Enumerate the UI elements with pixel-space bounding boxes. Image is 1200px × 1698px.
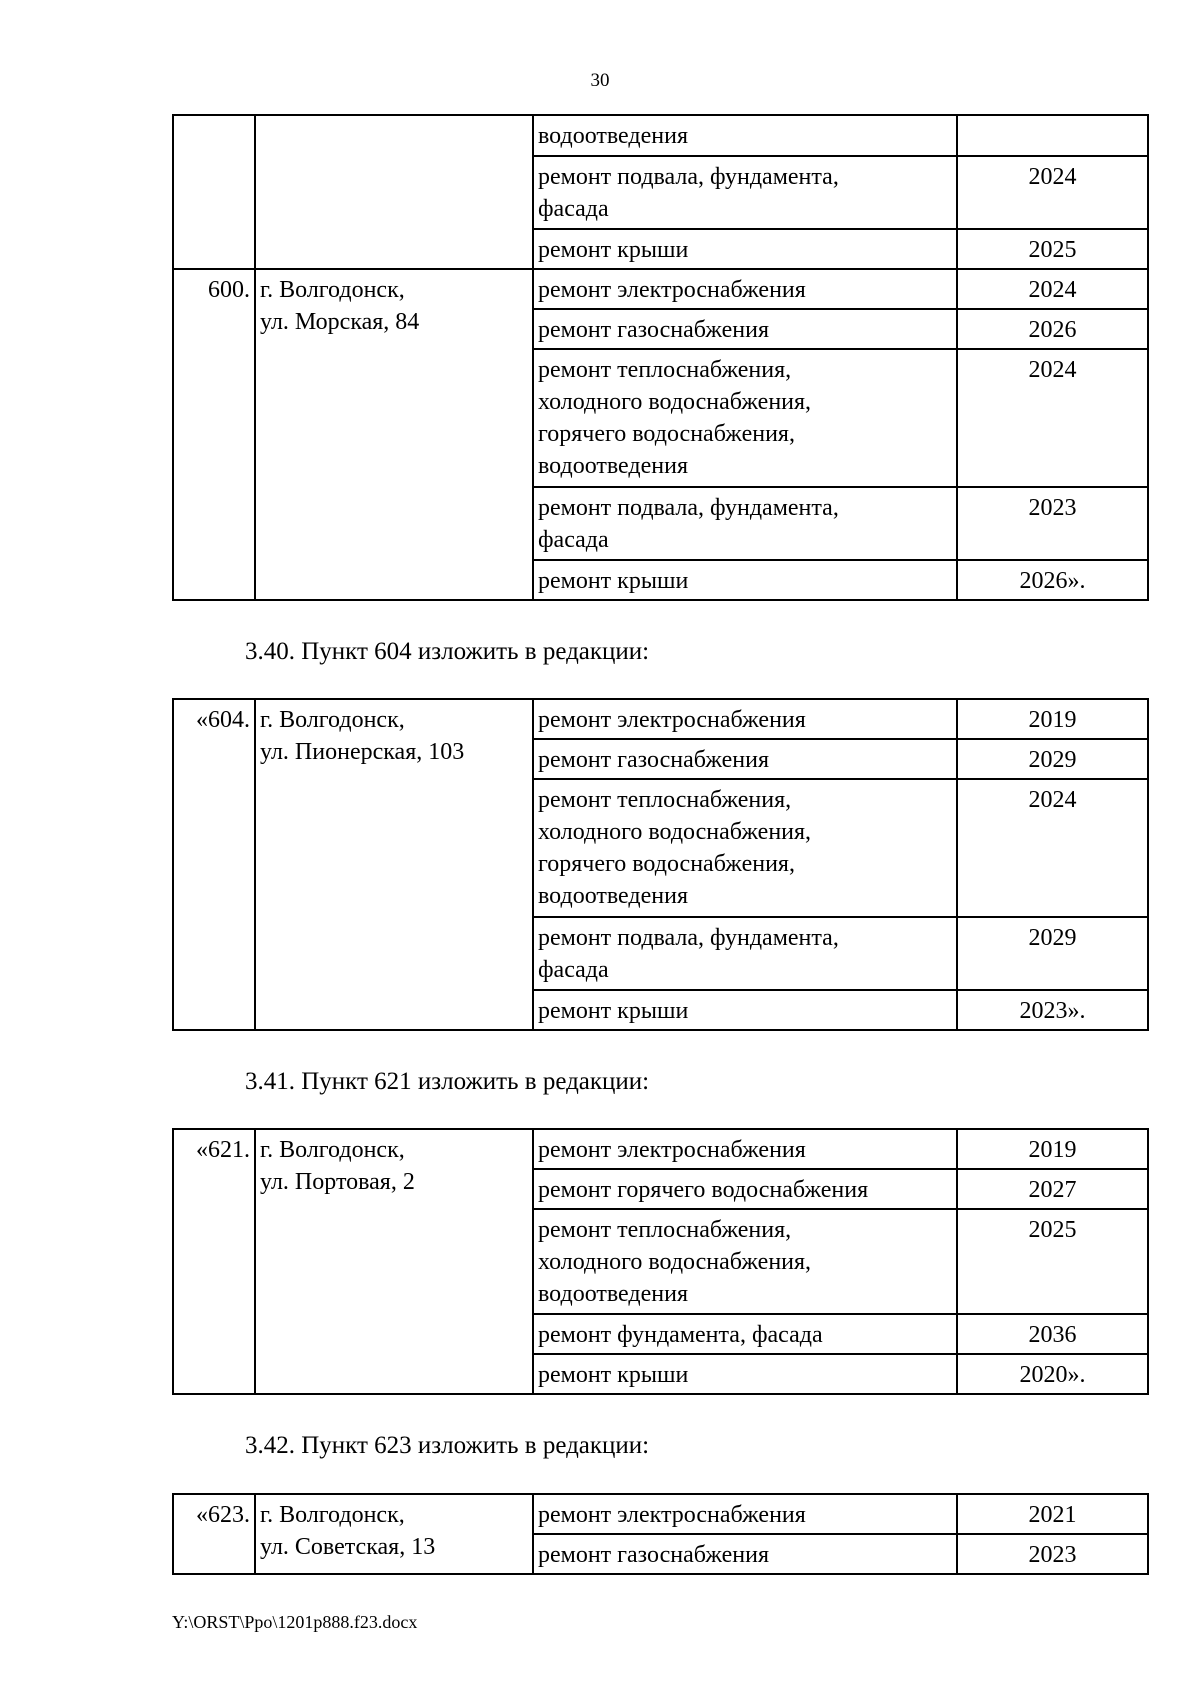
year-cell: 2027 <box>957 1169 1148 1209</box>
work-cell: ремонт теплоснабжения, холодного водоснабжения, водоотведения <box>533 1209 957 1314</box>
work-cell: ремонт теплоснабжения, холодного водоснабжения, горячего водоснабжения, водоотведения <box>533 779 957 917</box>
item-number: «604. <box>173 699 255 1030</box>
year-cell: 2024 <box>957 269 1148 309</box>
item-604-table <box>172 698 1149 1031</box>
year-cell: 2024 <box>957 156 1148 229</box>
table-row <box>173 269 1148 309</box>
address-cell <box>255 115 533 269</box>
year-cell: 2019 <box>957 699 1148 739</box>
item-address: г. Волгодонск, ул. Морская, 84 <box>255 269 533 600</box>
section-heading-3-41: 3.41. Пункт 621 изложить в редакции: <box>245 1068 650 1095</box>
work-cell: ремонт электроснабжения <box>533 699 957 739</box>
continuation-table <box>172 114 1149 270</box>
work-cell: ремонт газоснабжения <box>533 1534 957 1574</box>
work-cell: ремонт газоснабжения <box>533 739 957 779</box>
year-cell: 2023 <box>957 487 1148 560</box>
footer-file-path: Y:\ORST\Ppo\1201p888.f23.docx <box>172 1612 418 1632</box>
year-cell: 2024 <box>957 779 1148 917</box>
section-heading-3-40: 3.40. Пункт 604 изложить в редакции: <box>245 638 650 665</box>
year-cell: 2026». <box>957 560 1148 600</box>
item-number: «623. <box>173 1494 255 1574</box>
work-cell: ремонт теплоснабжения, холодного водоснабжения, горячего водоснабжения, водоотведения <box>533 349 957 487</box>
work-cell: ремонт крыши <box>533 229 957 269</box>
item-623-table <box>172 1493 1149 1575</box>
item-621-table <box>172 1128 1149 1395</box>
work-cell: ремонт подвала, фундамента, фасада <box>533 487 957 560</box>
work-cell: ремонт электроснабжения <box>533 1129 957 1169</box>
item-number: 600. <box>173 269 255 600</box>
table-row <box>173 1494 1148 1534</box>
work-cell: ремонт электроснабжения <box>533 269 957 309</box>
work-cell: ремонт крыши <box>533 1354 957 1394</box>
work-cell: ремонт крыши <box>533 560 957 600</box>
work-cell: ремонт электроснабжения <box>533 1494 957 1534</box>
page-number: 30 <box>590 70 610 91</box>
item-number: «621. <box>173 1129 255 1394</box>
year-cell: 2036 <box>957 1314 1148 1354</box>
year-cell: 2020». <box>957 1354 1148 1394</box>
item-address: г. Волгодонск, ул. Советская, 13 <box>255 1494 533 1574</box>
work-cell: водоотведения <box>533 115 957 156</box>
year-cell: 2021 <box>957 1494 1148 1534</box>
work-cell: ремонт горячего водоснабжения <box>533 1169 957 1209</box>
year-cell: 2029 <box>957 917 1148 990</box>
work-cell: ремонт фундамента, фасада <box>533 1314 957 1354</box>
table-row <box>173 1129 1148 1169</box>
item-600-table <box>172 268 1149 601</box>
item-address: г. Волгодонск, ул. Портовая, 2 <box>255 1129 533 1394</box>
work-cell: ремонт подвала, фундамента, фасада <box>533 917 957 990</box>
year-cell: 2023 <box>957 1534 1148 1574</box>
year-cell: 2025 <box>957 1209 1148 1314</box>
work-cell: ремонт подвала, фундамента, фасада <box>533 156 957 229</box>
item-address: г. Волгодонск, ул. Пионерская, 103 <box>255 699 533 1030</box>
year-cell: 2019 <box>957 1129 1148 1169</box>
number-cell <box>173 115 255 269</box>
year-cell: 2026 <box>957 309 1148 349</box>
work-cell: ремонт крыши <box>533 990 957 1030</box>
year-cell: 2023». <box>957 990 1148 1030</box>
year-cell: 2029 <box>957 739 1148 779</box>
section-heading-3-42: 3.42. Пункт 623 изложить в редакции: <box>245 1432 650 1459</box>
table-row <box>173 115 1148 156</box>
table-row <box>173 699 1148 739</box>
year-cell: 2024 <box>957 349 1148 487</box>
year-cell <box>957 115 1148 156</box>
work-cell: ремонт газоснабжения <box>533 309 957 349</box>
year-cell: 2025 <box>957 229 1148 269</box>
